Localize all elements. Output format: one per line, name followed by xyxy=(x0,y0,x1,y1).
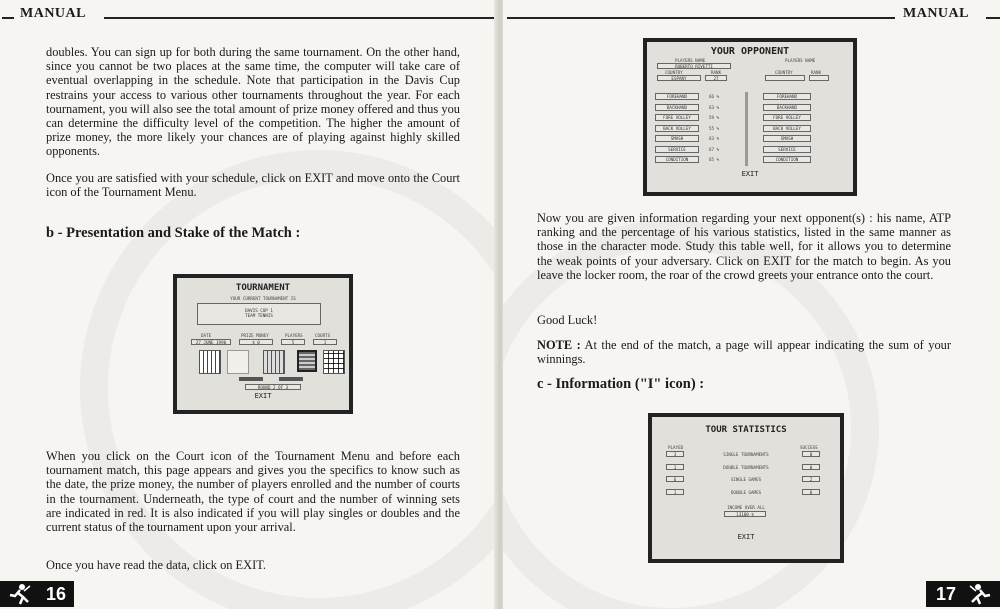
opponent-stat-label: SERVICE xyxy=(655,146,699,153)
tour-played-value: 6 xyxy=(666,476,684,482)
tournament-subtitle: YOUR CURRENT TOURNAMENT IS xyxy=(230,296,296,301)
rank-label: RANK xyxy=(711,70,722,75)
tournament-name-2: TEAM TENNIS xyxy=(245,313,273,318)
tour-played-value: 1 xyxy=(666,464,684,470)
opponent2-stat-label: SERVICE xyxy=(763,146,811,153)
doubles-indicator xyxy=(279,377,303,381)
opponent-rank: 27 xyxy=(705,75,727,81)
opponent2-stat-label: BACKHAND xyxy=(763,104,811,111)
income-value: 13100 $ xyxy=(724,511,766,517)
opponent-stat-label: BACK VOLLEY xyxy=(655,125,699,132)
right-page-number: 17 xyxy=(936,583,957,604)
left-para-1: doubles. You can sign up for both during the same tournament. On the other hand, since you cannot be two places at the same time, the computer will take care of eventual overlapping in the schedule. Note that participation in the Davis Cup restrains your access to various other tournaments throughout the year. For each tournament, you will also see the total amount of prize money offered and thus you can determine the difficulty level of the competition. The higher the amount of prize money, the more likely your chances are of playing against highly skilled opponents. xyxy=(46,45,460,159)
right-note xyxy=(537,338,951,366)
opponent-exit-button[interactable]: EXIT xyxy=(741,170,759,178)
right-page xyxy=(503,0,1000,609)
right-para-1: Now you are given information regarding your next opponent(s) : his name, ATP ranking and the percentage of his various statistics, listed in the same manner as those in the character mode. Study this table well, for it allows you to determine the weak points of your adversary. Click on EXIT for the match to begin. As you leave the locker room, the roar of the crowd greets your entrance onto the court. xyxy=(537,211,951,282)
income-label: INCOME OVER ALL xyxy=(727,505,765,510)
tournament-screenshot xyxy=(173,274,353,414)
note-text: At the end of the match, a page will appear indicating the sum of your winnings. xyxy=(537,338,951,367)
success-label: SUCCESS xyxy=(800,445,818,450)
tournament-name-1: DAVIS CUP 1 xyxy=(245,308,273,313)
tournament-screen xyxy=(177,278,349,410)
opponent2-rank xyxy=(809,75,829,81)
opponent-divider xyxy=(745,92,748,166)
label-prize: PRIZE MONEY xyxy=(241,333,269,338)
tour-exit-button[interactable]: EXIT xyxy=(737,533,755,541)
tour-stats-title: TOUR STATISTICS xyxy=(705,425,787,435)
player-name-label: PLAYERS NAME xyxy=(675,58,706,63)
opponent-screenshot xyxy=(643,38,857,196)
value-date: 27 JUNE 1990 xyxy=(191,339,231,345)
court-icon-2 xyxy=(227,350,249,374)
opponent-name: ROBERTO RIVETTI xyxy=(657,63,731,69)
value-courts: 1 xyxy=(313,339,337,345)
opponent-stat-percent: 63 % xyxy=(709,136,720,141)
country-label-right: COUNTRY xyxy=(775,70,793,75)
tennis-player-icon-right xyxy=(968,583,994,605)
tour-success-value: 0 xyxy=(802,464,820,470)
note-label: NOTE : xyxy=(537,338,581,352)
singles-indicator xyxy=(239,377,263,381)
tour-row-label: DOUBLE TOURNAMENTS xyxy=(723,464,769,470)
right-header-rule xyxy=(507,17,895,19)
rank-label-right: RANK xyxy=(811,70,822,75)
left-para-3: When you click on the Court icon of the Tournament Menu and before each tournament match, this page appears and gives you the specifics to know such as the date, the prize money, the number of players enrolled and the number of courts in the tournament. Underneath, the type of court and the number of winning sets are indicated in red. It is also indicated if you will play singles or doubles and the current status of the tournament upon your arrival. xyxy=(46,449,460,535)
value-prize: $ 0 xyxy=(239,339,273,345)
opponent-stat-percent: 66 % xyxy=(709,94,720,99)
opponent2-stat-label: BACK VOLLEY xyxy=(763,125,811,132)
tour-stats-screenshot xyxy=(648,413,844,563)
tour-row-label: SINGLE TOURNAMENTS xyxy=(723,452,769,457)
left-page-number-badge xyxy=(0,581,74,607)
tour-stats-screen xyxy=(652,417,840,559)
right-para-2: Good Luck! xyxy=(537,313,598,327)
played-label: PLAYED xyxy=(668,445,684,450)
opponent-stat-label: FORE VOLLEY xyxy=(655,114,699,121)
tour-played-value: 1 xyxy=(666,489,684,495)
opponent-screen xyxy=(647,42,853,192)
tennis-player-icon xyxy=(6,583,32,605)
opponent2-country xyxy=(765,75,805,81)
label-date: DATE xyxy=(201,333,212,338)
tour-row-label: SINGLE GAMES xyxy=(730,477,762,482)
left-page xyxy=(0,0,497,609)
opponent-stat-percent: 63 % xyxy=(709,104,720,110)
tour-success-value: 0 xyxy=(802,451,820,457)
opponent-stat-percent: 59 % xyxy=(709,115,720,120)
tour-row-label: DOUBLE GAMES xyxy=(730,489,762,495)
court-icon-5 xyxy=(323,350,345,374)
value-players: 5 xyxy=(281,339,305,345)
heading-information: c - Information ("I" icon) : xyxy=(537,376,705,392)
court-icon-4 xyxy=(297,350,317,372)
opponent-stat-label: BACKHAND xyxy=(655,104,699,111)
left-page-number: 16 xyxy=(45,583,66,604)
tour-success-value: 2 xyxy=(802,476,820,482)
country-label: COUNTRY xyxy=(665,70,683,75)
opponent2-stat-label: CONDITION xyxy=(763,156,811,163)
heading-presentation: b - Presentation and Stake of the Match : xyxy=(46,225,301,241)
opponent-stat-label: CONDITION xyxy=(655,156,699,163)
opponent-title: YOUR OPPONENT xyxy=(710,46,790,57)
tournament-exit-button[interactable]: EXIT xyxy=(254,392,272,400)
right-header: MANUAL xyxy=(903,6,969,21)
label-courts: COURTS xyxy=(315,333,331,338)
left-header: MANUAL xyxy=(20,6,86,21)
opponent-stat-percent: 65 % xyxy=(709,157,720,162)
right-page-number-badge xyxy=(926,581,1000,607)
left-header-rule xyxy=(104,17,494,19)
opponent2-stat-label: FOREHAND xyxy=(763,93,811,100)
opponent2-stat-label: FORE VOLLEY xyxy=(763,114,811,121)
label-players: PLAYERS xyxy=(285,333,303,338)
right-header-dash xyxy=(986,17,1000,19)
tour-success-value: 0 xyxy=(802,489,820,495)
opponent-stat-label: SMASH xyxy=(655,135,699,142)
court-icon-1 xyxy=(199,350,221,374)
court-icon-3 xyxy=(263,350,285,374)
tournament-round: ROUND 2 OF 3 xyxy=(245,384,301,390)
tournament-title: TOURNAMENT xyxy=(235,283,291,293)
opponent-stat-percent: 55 % xyxy=(709,125,720,131)
opponent-stat-label: FOREHAND xyxy=(655,93,699,100)
opponent-stat-percent: 67 % xyxy=(709,146,720,152)
tour-played-value: 3 xyxy=(666,451,684,457)
left-header-dash xyxy=(2,17,14,19)
opponent-country: ESPANY xyxy=(657,75,701,81)
player-name-label-right: PLAYERS NAME xyxy=(785,58,816,63)
opponent2-stat-label: SMASH xyxy=(763,135,811,142)
left-para-2: Once you are satisfied with your schedule, click on EXIT and move onto the Court icon of the Tournament Menu. xyxy=(46,171,460,200)
tournament-name-box xyxy=(197,303,321,325)
left-para-4: Once you have read the data, click on EXIT. xyxy=(46,558,266,572)
